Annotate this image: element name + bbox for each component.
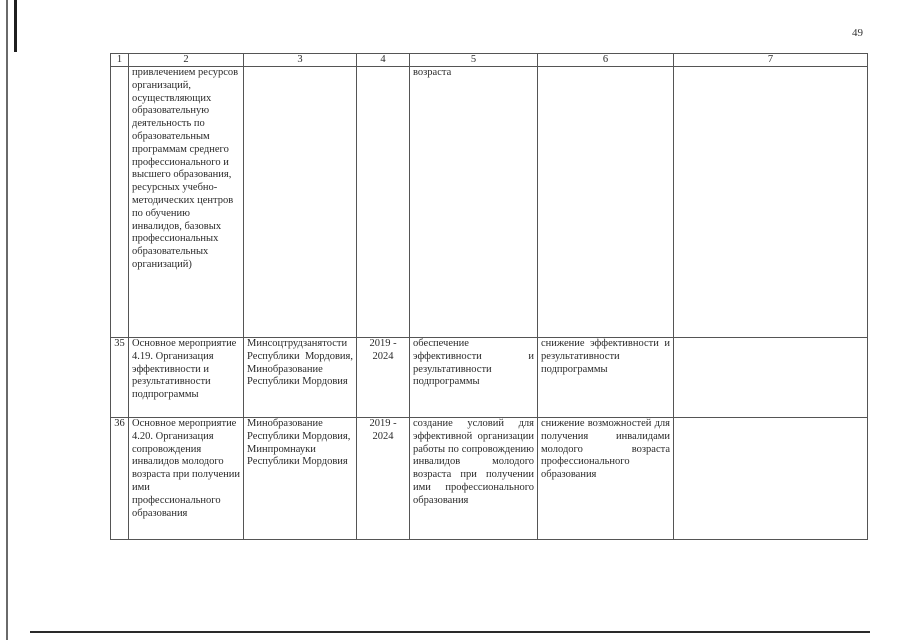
page-left-edge	[6, 0, 8, 640]
table-row	[111, 418, 868, 540]
program-activities-table	[110, 53, 868, 540]
link-cell	[674, 418, 868, 540]
activity-cell: Основное мероприятие 4.19. Организация эффективности и результативности подпрограммы	[129, 338, 244, 418]
consequence-cell: снижение возможностей для получения инвалидами молодого возраста профессионального образования	[538, 418, 674, 540]
result-cell: создание условий для эффективной организации работы по сопровождению инвалидов молодого возраста при получении ими профессионального образования	[410, 418, 538, 540]
header-col-7: 7	[674, 54, 868, 67]
row-number: 36	[111, 418, 129, 540]
header-col-1: 1	[111, 54, 129, 67]
executor-cell: Минсоцтрудзанятости Республики Мордовия, Минобразование Республики Мордовия	[244, 338, 357, 418]
result-cell: обеспечение эффективности и результативности подпрограммы	[410, 338, 538, 418]
link-cell	[674, 67, 868, 338]
page-number: 49	[852, 27, 863, 39]
consequence-cell: снижение эффективности и результативности подпрограммы	[538, 338, 674, 418]
period-cell: 2019 - 2024	[357, 418, 410, 540]
period-cell	[357, 67, 410, 338]
activity-cell: Основное мероприятие 4.20. Организация сопровождения инвалидов молодого возраста при получении ими профессионального образования	[129, 418, 244, 540]
header-col-3: 3	[244, 54, 357, 67]
executor-cell: Минобразование Республики Мордовия, Минпромнауки Республики Мордовия	[244, 418, 357, 540]
page-bottom-rule	[30, 631, 870, 633]
row-number	[111, 67, 129, 338]
row-number: 35	[111, 338, 129, 418]
table-header-row	[111, 54, 868, 67]
period-cell: 2019 - 2024	[357, 338, 410, 418]
table-row	[111, 67, 868, 338]
header-col-6: 6	[538, 54, 674, 67]
consequence-cell	[538, 67, 674, 338]
result-cell: возраста	[410, 67, 538, 338]
header-col-4: 4	[357, 54, 410, 67]
header-col-5: 5	[410, 54, 538, 67]
activity-cell: привлечением ресурсов организаций, осуществляющих образовательную деятельность по образовательным программам среднего профессионального и высшего образования, ресурсных учебно-методических центров по обучению инвалидов, базовых профессиональных образовательных организаций)	[129, 67, 244, 338]
header-col-2: 2	[129, 54, 244, 67]
executor-cell	[244, 67, 357, 338]
page-left-edge-mark	[14, 0, 17, 52]
link-cell	[674, 338, 868, 418]
table-row	[111, 338, 868, 418]
